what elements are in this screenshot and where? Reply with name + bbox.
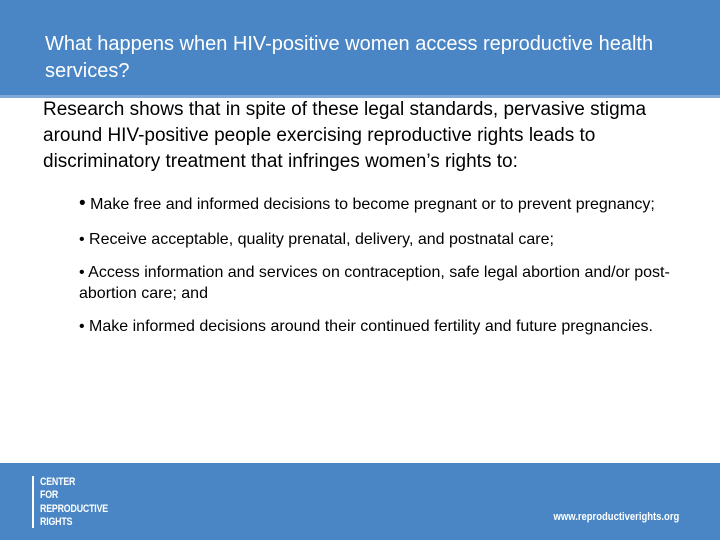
bullet-icon: •: [79, 264, 85, 281]
bullet-item: [79, 229, 679, 250]
logo-line: CENTER: [40, 476, 76, 488]
bullet-icon: •: [79, 231, 85, 248]
logo-divider: [32, 476, 34, 528]
logo-line: REPRODUCTIVE: [40, 502, 108, 515]
bullet-text: Make informed decisions around their continued fertility and future pregnancies.: [84, 318, 653, 335]
slide-title: What happens when HIV-positive women access reproductive health services?: [45, 33, 654, 82]
intro-paragraph: Research shows that in spite of these legal standards, pervasive stigma around HIV-positive people exercising reproductive rights leads to discriminatory treatment that infringes women’s rights to:: [43, 99, 647, 172]
bullet-icon: •: [79, 193, 86, 214]
center-for-reproductive-rights-logo: [32, 476, 125, 528]
bullet-icon: •: [79, 318, 85, 335]
footer-bar: [0, 463, 720, 540]
bullet-text: Access information and services on contraception, safe legal abortion and/or post-abortion care; and: [79, 264, 670, 302]
logo-wordmark: [40, 476, 125, 528]
bullet-item: [79, 316, 679, 337]
logo-line: FOR: [40, 489, 59, 502]
rights-bullet-list: [79, 193, 679, 337]
bullet-item: [79, 262, 679, 304]
bullet-text: Receive acceptable, quality prenatal, delivery, and postnatal care;: [84, 231, 554, 248]
bullet-text: Make free and informed decisions to become pregnant or to prevent pregnancy;: [85, 196, 655, 213]
website-url: www.reproductiverights.org: [553, 511, 679, 523]
logo-line: RIGHTS: [40, 515, 73, 528]
title-banner: [0, 0, 720, 95]
bullet-item: [79, 193, 679, 215]
